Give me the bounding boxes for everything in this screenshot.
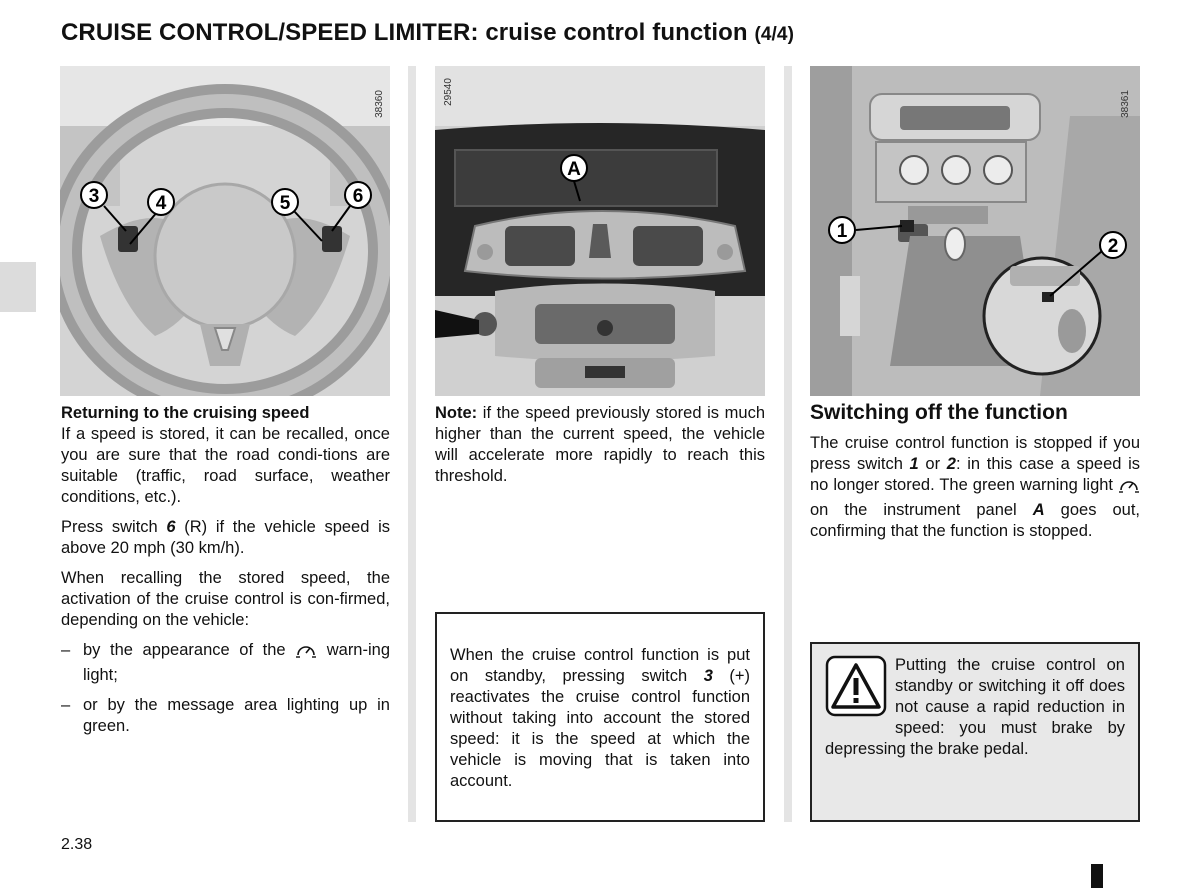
warning-text: Putting the cruise control on standby or switching it off does not cause a rapid reduction in speed: you must brake by depressing the brake pedal. [825, 656, 1125, 758]
switch-ref: 1 [909, 455, 919, 473]
image-code: 38361 [1120, 90, 1131, 118]
column-2-text [435, 403, 765, 496]
paragraph: Press switch 6 (R) if the vehicle speed is above 20 mph (30 km/h). [61, 518, 390, 557]
callout-4: 4 [155, 193, 167, 214]
paragraph: When recalling the stored speed, the activation of the cruise control is con-firmed, depending on the vehicle: [61, 569, 390, 629]
info-box: When the cruise control function is put on standby, pressing switch 3 (+) reactivates the cruise control function without taking into account the stored speed: it is the speed at which the vehicle is moving that is taken into account. [435, 612, 765, 822]
callout-a: A [567, 159, 581, 180]
page-title: CRUISE CONTROL/SPEED LIMITER: cruise control function (4/4) [61, 19, 795, 46]
section-heading: Switching off the function [810, 401, 1068, 424]
switch-ref: 6 [166, 518, 176, 536]
callout-2: 2 [1107, 236, 1119, 257]
column-divider [784, 66, 792, 822]
note-paragraph: Note: if the speed previously stored is much higher than the current speed, the vehicle will accelerate more rapidly to reach this threshold. [435, 404, 765, 485]
steering-wheel-illustration [60, 66, 390, 396]
callout-6: 6 [352, 186, 364, 207]
switch-ref: 3 [703, 667, 713, 685]
image-code: 38360 [374, 90, 385, 118]
note-label: Note: [435, 404, 478, 422]
column-divider [408, 66, 416, 822]
column-3-text [810, 402, 1140, 551]
callout-1: 1 [836, 221, 848, 242]
section-heading: Returning to the cruising speed [61, 404, 310, 422]
warning-box [810, 642, 1140, 822]
callout-5: 5 [279, 193, 291, 214]
cruise-control-warning-light-icon [1118, 476, 1140, 500]
column-1-text [61, 403, 390, 737]
switch-ref: 2 [946, 455, 956, 473]
callout-3: 3 [88, 186, 100, 207]
image-code: 29540 [443, 78, 454, 106]
cruise-control-warning-light-icon [295, 641, 317, 665]
panel-ref: A [1032, 501, 1045, 519]
paragraph: The cruise control function is stopped if you press switch 1 or 2: in this case a speed is no longer stored. The green warning light on the instrument panel A goes out, confirming that the function is stopped. [810, 434, 1141, 540]
list-item: – by the appearance of the warn-ing light; [61, 641, 390, 684]
page-edge-marker [1091, 864, 1103, 888]
paragraph: If a speed is stored, it can be recalled, once you are sure that the road condi-tions are suitable (traffic, road surface, weather conditions, etc.). [61, 425, 390, 506]
console-illustration [810, 66, 1140, 396]
warning-triangle-icon [825, 655, 887, 721]
list-item: – or by the message area lighting up in green. [61, 696, 390, 735]
section-tab [0, 262, 36, 312]
page-number: 2.38 [61, 836, 93, 853]
dashboard-illustration [435, 66, 765, 396]
title-part-indicator: (4/4) [754, 24, 795, 45]
